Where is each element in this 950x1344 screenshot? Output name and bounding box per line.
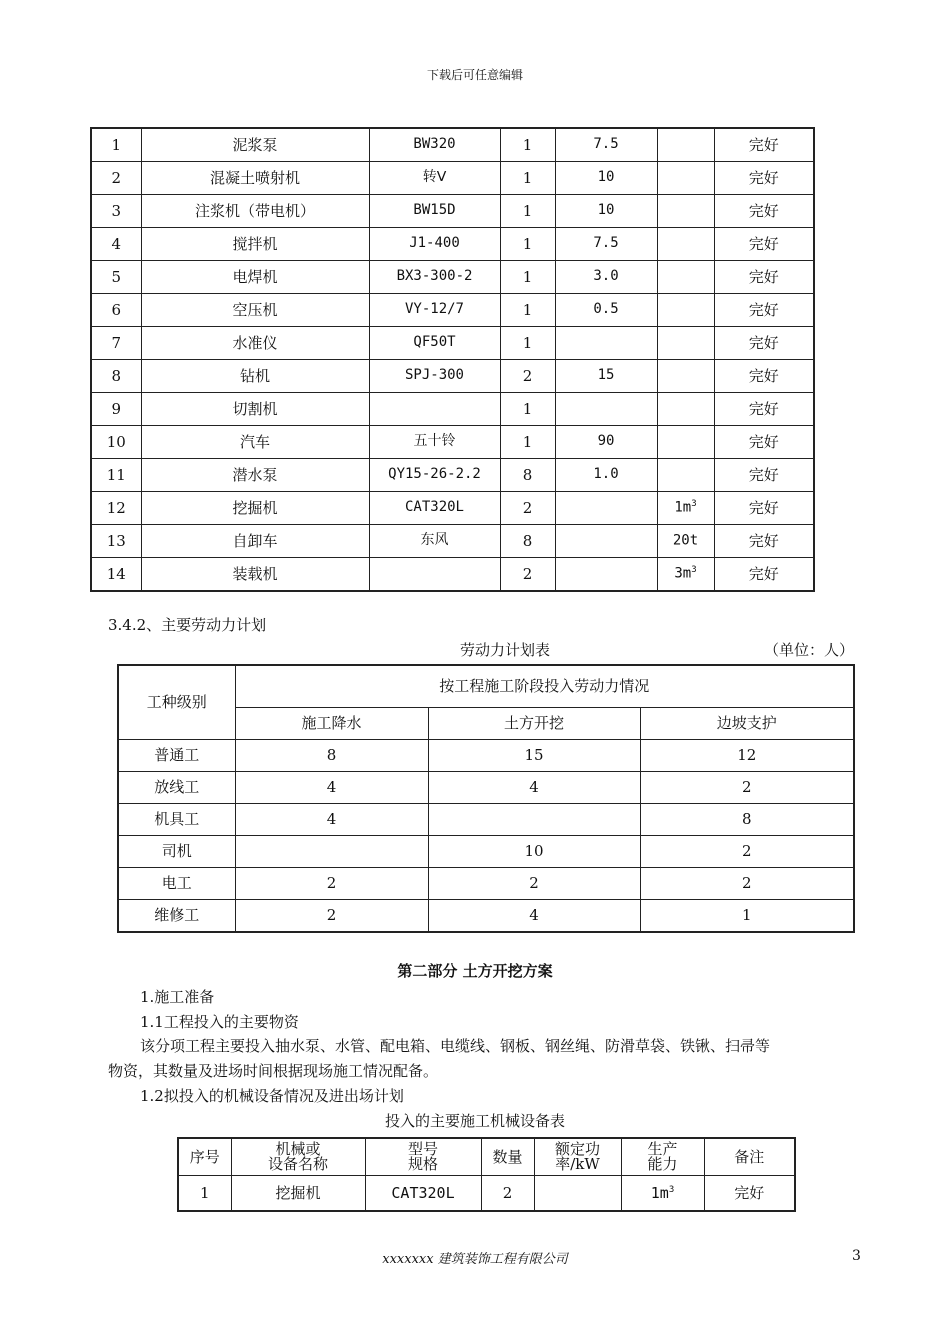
header-power: 额定功 率/kW [534, 1138, 621, 1176]
header-no: 序号 [178, 1138, 231, 1176]
labor-row [118, 836, 854, 868]
labor-value: 2 [640, 836, 854, 868]
cell-no: 7 [91, 327, 141, 360]
equipment-row [91, 525, 814, 558]
cell-qty: 1 [500, 294, 555, 327]
cell-capacity [657, 360, 714, 393]
cell-power: 7.5 [555, 228, 657, 261]
labor-row [118, 740, 854, 772]
labor-value: 4 [428, 900, 640, 933]
cell-model: VY-12/7 [369, 294, 500, 327]
cell-model: SPJ-300 [369, 360, 500, 393]
cell-remark: 完好 [714, 261, 814, 294]
cell-qty: 8 [500, 525, 555, 558]
equipment-row [91, 294, 814, 327]
labor-col-header: 边坡支护 [640, 708, 854, 740]
labor-value [428, 804, 640, 836]
cell-model: BX3-300-2 [369, 261, 500, 294]
labor-type: 电工 [118, 868, 235, 900]
cell-model [369, 558, 500, 592]
cell-no: 8 [91, 360, 141, 393]
cell-qty: 2 [481, 1176, 534, 1212]
cell-capacity [657, 426, 714, 459]
cell-model: 东风 [369, 525, 500, 558]
equipment-row [91, 195, 814, 228]
cell-no: 10 [91, 426, 141, 459]
cell-capacity [657, 294, 714, 327]
cell-name: 电焊机 [141, 261, 369, 294]
labor-value: 12 [640, 740, 854, 772]
cell-remark: 完好 [714, 558, 814, 592]
cell-remark: 完好 [714, 492, 814, 525]
header-capacity: 生产 能力 [621, 1138, 704, 1176]
cell-qty: 1 [500, 128, 555, 162]
cell-capacity: $1m^3$ [621, 1176, 704, 1212]
header-model: 型号 规格 [365, 1138, 481, 1176]
cell-name: 水准仪 [141, 327, 369, 360]
cell-power [555, 558, 657, 592]
equipment-row [91, 393, 814, 426]
cell-name: 钻机 [141, 360, 369, 393]
cell-power [555, 327, 657, 360]
labor-value: 1 [640, 900, 854, 933]
cell-name: 注浆机（带电机） [141, 195, 369, 228]
cell-model: 转Ⅴ [369, 162, 500, 195]
cell-qty: 8 [500, 459, 555, 492]
cell-power: 7.5 [555, 128, 657, 162]
equipment-table [90, 127, 815, 592]
cell-qty: 1 [500, 327, 555, 360]
cell-remark: 完好 [714, 294, 814, 327]
cell-remark: 完好 [714, 162, 814, 195]
cell-qty: 2 [500, 558, 555, 592]
cell-model: QF50T [369, 327, 500, 360]
cell-capacity [657, 128, 714, 162]
equipment-row [91, 492, 814, 525]
cell-model: 五十铃 [369, 426, 500, 459]
equipment-row [91, 162, 814, 195]
cell-model: QY15-26-2.2 [369, 459, 500, 492]
cell-capacity: $3m^3$ [657, 558, 714, 592]
cell-remark: 完好 [714, 195, 814, 228]
cell-name: 自卸车 [141, 525, 369, 558]
labor-value: 4 [235, 772, 428, 804]
labor-value: 2 [235, 900, 428, 933]
cell-no: 14 [91, 558, 141, 592]
cell-model: BW15D [369, 195, 500, 228]
cell-name: 潜水泵 [141, 459, 369, 492]
cell-qty: 1 [500, 162, 555, 195]
section-1-title: 1.施工准备 [140, 988, 215, 1006]
labor-value: 2 [428, 868, 640, 900]
cell-no: 13 [91, 525, 141, 558]
labor-type: 机具工 [118, 804, 235, 836]
cell-model: CAT320L [369, 492, 500, 525]
cell-name: 泥浆泵 [141, 128, 369, 162]
labor-value: 4 [428, 772, 640, 804]
main-equipment-caption: 投入的主要施工机械设备表 [384, 1112, 565, 1130]
cell-power: 10 [555, 195, 657, 228]
labor-value: 2 [640, 868, 854, 900]
section-1-1-title: 1.1工程投入的主要物资 [140, 1013, 299, 1031]
cell-name: 挖掘机 [141, 492, 369, 525]
cell-name: 空压机 [141, 294, 369, 327]
labor-row [118, 804, 854, 836]
cell-name: 装载机 [141, 558, 369, 592]
cell-remark: 完好 [714, 228, 814, 261]
cell-qty: 1 [500, 261, 555, 294]
labor-row [118, 900, 854, 933]
cell-no: 12 [91, 492, 141, 525]
cell-remark: 完好 [714, 327, 814, 360]
cell-model: BW320 [369, 128, 500, 162]
cell-no: 1 [178, 1176, 231, 1212]
cell-power [555, 525, 657, 558]
equipment-row [91, 360, 814, 393]
cell-power: 0.5 [555, 294, 657, 327]
equipment-row [91, 228, 814, 261]
labor-type: 司机 [118, 836, 235, 868]
labor-group-header: 按工程施工阶段投入劳动力情况 [235, 665, 854, 708]
cell-no: 1 [91, 128, 141, 162]
cell-no: 2 [91, 162, 141, 195]
cell-capacity [657, 228, 714, 261]
cell-name: 切割机 [141, 393, 369, 426]
cell-name: 混凝土喷射机 [141, 162, 369, 195]
labor-value: 4 [235, 804, 428, 836]
equipment-row [91, 426, 814, 459]
cell-qty: 1 [500, 393, 555, 426]
cell-model: J1-400 [369, 228, 500, 261]
equipment-row [91, 558, 814, 592]
cell-name: 挖掘机 [231, 1176, 365, 1212]
labor-table-unit: （单位：人） [764, 641, 855, 659]
cell-qty: 1 [500, 228, 555, 261]
section-1-2-title: 1.2拟投入的机械设备情况及进出场计划 [140, 1087, 404, 1105]
header-name: 机械或 设备名称 [231, 1138, 365, 1176]
cell-no: 9 [91, 393, 141, 426]
cell-remark: 完好 [714, 360, 814, 393]
labor-value: 15 [428, 740, 640, 772]
cell-power: 90 [555, 426, 657, 459]
labor-type: 维修工 [118, 900, 235, 933]
cell-capacity [657, 327, 714, 360]
cell-no: 11 [91, 459, 141, 492]
cell-power: 1.0 [555, 459, 657, 492]
cell-name: 搅拌机 [141, 228, 369, 261]
labor-row-header: 工种级别 [118, 665, 235, 740]
header-qty: 数量 [481, 1138, 534, 1176]
cell-power [555, 492, 657, 525]
section-3-4-2-title: 3.4.2、主要劳动力计划 [108, 616, 267, 634]
labor-value: 8 [235, 740, 428, 772]
cell-remark: 完好 [714, 128, 814, 162]
cell-capacity [657, 393, 714, 426]
labor-table-caption: 劳动力计划表 [460, 641, 551, 659]
cell-no: 3 [91, 195, 141, 228]
main-equipment-table [177, 1137, 796, 1212]
equipment-row [91, 128, 814, 162]
labor-row [118, 868, 854, 900]
equipment-row [91, 261, 814, 294]
labor-col-header: 施工降水 [235, 708, 428, 740]
footer-company: xxxxxxx 建筑装饰工程有限公司 [382, 1252, 568, 1267]
labor-row [118, 772, 854, 804]
cell-remark: 完好 [714, 525, 814, 558]
equipment-row [91, 327, 814, 360]
cell-capacity: $1m^3$ [657, 492, 714, 525]
part2-title: 第二部分 土方开挖方案 [397, 962, 553, 980]
labor-table [117, 664, 855, 933]
cell-remark: 完好 [714, 459, 814, 492]
cell-name: 汽车 [141, 426, 369, 459]
cell-capacity [657, 162, 714, 195]
labor-type: 普通工 [118, 740, 235, 772]
cell-capacity [657, 261, 714, 294]
cell-power: 15 [555, 360, 657, 393]
cell-no: 6 [91, 294, 141, 327]
cell-qty: 2 [500, 492, 555, 525]
labor-value: 10 [428, 836, 640, 868]
paragraph-line-1: 该分项工程主要投入抽水泵、水管、配电箱、电缆线、钢板、钢丝绳、防滑草袋、铁锹、扫帚等 [140, 1037, 771, 1055]
labor-col-header: 土方开挖 [428, 708, 640, 740]
cell-capacity [657, 459, 714, 492]
equipment-row [91, 459, 814, 492]
labor-value: 2 [640, 772, 854, 804]
header-remark: 备注 [704, 1138, 795, 1176]
cell-model [369, 393, 500, 426]
labor-type: 放线工 [118, 772, 235, 804]
labor-value: 8 [640, 804, 854, 836]
cell-qty: 1 [500, 195, 555, 228]
labor-value: 2 [235, 868, 428, 900]
cell-qty: 1 [500, 426, 555, 459]
cell-model: CAT320L [365, 1176, 481, 1212]
cell-remark: 完好 [704, 1176, 795, 1212]
page-number: 3 [852, 1248, 861, 1264]
cell-capacity: 20t [657, 525, 714, 558]
cell-power [555, 393, 657, 426]
page-header: 下载后可任意编辑 [426, 68, 523, 82]
cell-no: 5 [91, 261, 141, 294]
cell-no: 4 [91, 228, 141, 261]
cell-capacity [657, 195, 714, 228]
cell-remark: 完好 [714, 426, 814, 459]
cell-remark: 完好 [714, 393, 814, 426]
cell-power: 10 [555, 162, 657, 195]
paragraph-line-2: 物资，其数量及进场时间根据现场施工情况配备。 [108, 1062, 439, 1080]
labor-value [235, 836, 428, 868]
cell-qty: 2 [500, 360, 555, 393]
cell-power: 3.0 [555, 261, 657, 294]
cell-power [534, 1176, 621, 1212]
